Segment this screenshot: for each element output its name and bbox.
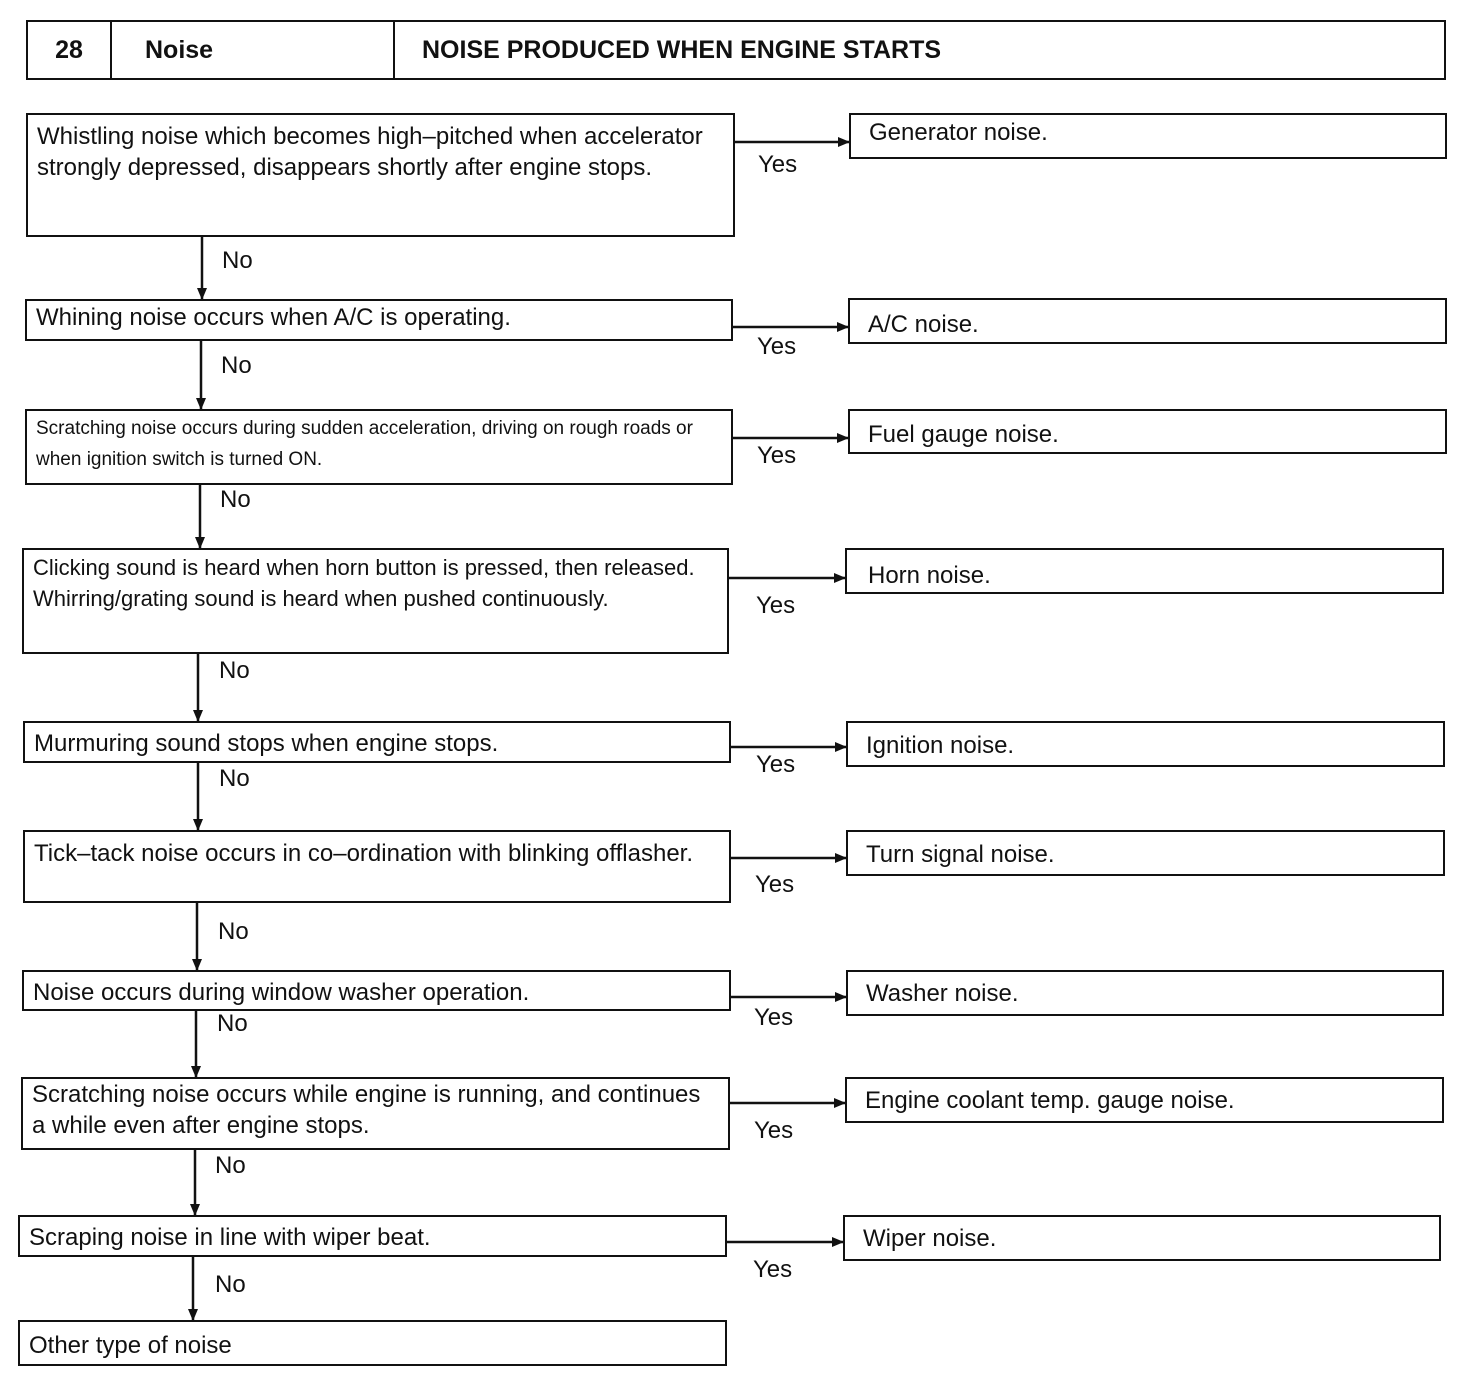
yes-label-2: Yes — [757, 333, 797, 360]
yes-label-9: Yes — [753, 1256, 793, 1283]
final-box: Other type of noise — [18, 1320, 727, 1366]
no-label-7: No — [217, 1010, 248, 1037]
page-title: NOISE PRODUCED WHEN ENGINE STARTS — [422, 35, 942, 64]
section-category: Noise — [112, 22, 395, 78]
yes-label-7: Yes — [754, 1004, 794, 1031]
question-box-4: Clicking sound is heard when horn button is pressed, then released. Whirring/grating sound is heard when pushed continuously. — [22, 548, 729, 654]
result-box-9: Wiper noise. — [843, 1215, 1441, 1261]
result-box-6: Turn signal noise. — [846, 830, 1445, 876]
result-box-2: A/C noise. — [848, 298, 1447, 344]
yes-label-3: Yes — [757, 442, 797, 469]
yes-label-4: Yes — [756, 592, 796, 619]
result-box-1: Generator noise. — [849, 113, 1447, 159]
question-box-7: Noise occurs during window washer operation. — [22, 970, 731, 1011]
question-box-9: Scraping noise in line with wiper beat. — [18, 1215, 727, 1257]
no-label-9: No — [215, 1271, 246, 1298]
no-label-3: No — [220, 486, 251, 513]
result-box-5: Ignition noise. — [846, 721, 1445, 767]
yes-label-1: Yes — [758, 151, 798, 178]
result-box-4: Horn noise. — [845, 548, 1444, 594]
yes-label-5: Yes — [756, 751, 796, 778]
question-box-2: Whining noise occurs when A/C is operating. — [25, 299, 733, 341]
question-box-6: Tick–tack noise occurs in co–ordination with blinking offlasher. — [23, 830, 731, 903]
question-box-1: Whistling noise which becomes high–pitched when accelerator strongly depressed, disappears shortly after engine stops. — [26, 113, 735, 237]
question-box-5: Murmuring sound stops when engine stops. — [23, 721, 731, 763]
no-label-5: No — [219, 765, 250, 792]
result-box-8: Engine coolant temp. gauge noise. — [845, 1077, 1444, 1123]
no-label-6: No — [218, 918, 249, 945]
no-label-4: No — [219, 657, 250, 684]
yes-label-8: Yes — [754, 1117, 794, 1144]
result-box-3: Fuel gauge noise. — [848, 409, 1447, 454]
yes-label-6: Yes — [755, 871, 795, 898]
result-box-7: Washer noise. — [846, 970, 1444, 1016]
no-label-2: No — [221, 352, 252, 379]
section-number: 28 — [28, 22, 112, 78]
question-box-3: Scratching noise occurs during sudden acceleration, driving on rough roads or when ignition switch is turned ON. — [25, 409, 733, 485]
no-label-1: No — [222, 247, 253, 274]
no-label-8: No — [215, 1152, 246, 1179]
question-box-8: Scratching noise occurs while engine is running, and continues a while even after engine stops. — [21, 1077, 730, 1150]
